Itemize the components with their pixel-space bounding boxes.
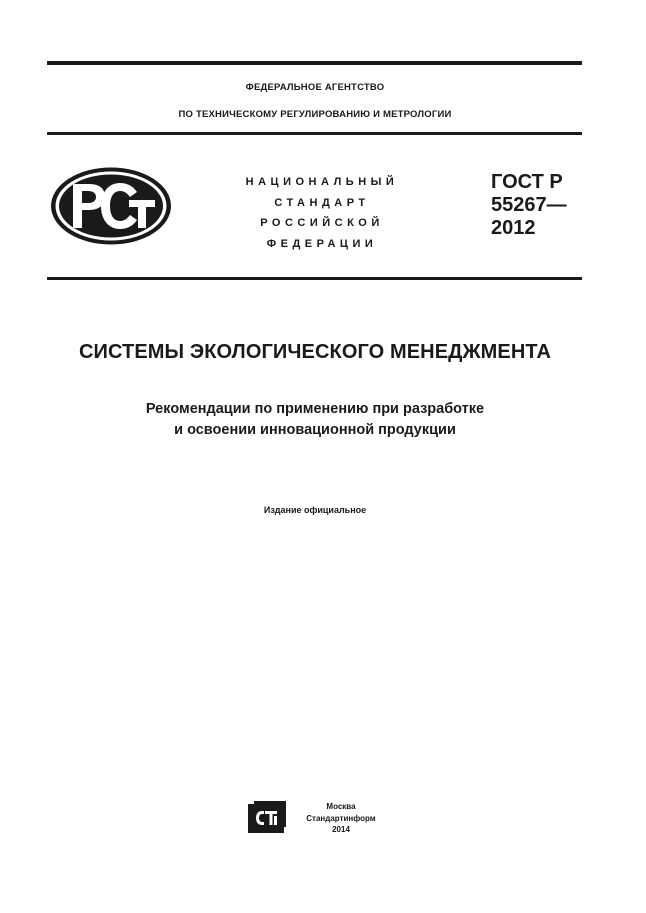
rst-logo-icon xyxy=(49,166,174,246)
document-subtitle xyxy=(0,399,630,441)
top-rule xyxy=(47,61,582,65)
publisher-name: Стандартинформ xyxy=(306,813,376,823)
agency-name-line-1: ФЕДЕРАЛЬНОЕ АГЕНТСТВО xyxy=(245,82,385,93)
standard-designation xyxy=(491,171,567,240)
standard-type-block xyxy=(222,172,422,254)
publisher-year: 2014 xyxy=(332,825,350,834)
standard-type-line-1: НАЦИОНАЛЬНЫЙ xyxy=(245,176,399,188)
designation-line-2: 55267— xyxy=(491,194,567,216)
designation-line-3: 2012 xyxy=(491,217,536,239)
publisher-city: Москва xyxy=(326,802,356,811)
edition-label: Издание официальное xyxy=(263,505,367,515)
header-divider xyxy=(47,132,582,135)
subtitle-line-1: Рекомендации по применению при разработке xyxy=(145,401,485,417)
standard-type-line-4: ФЕДЕРАЦИИ xyxy=(266,237,378,250)
publisher-block xyxy=(296,801,386,836)
subtitle-line-2: и освоении инновационной продукции xyxy=(174,422,456,438)
title-divider xyxy=(47,277,582,280)
standard-type-line-2: СТАНДАРТ xyxy=(274,196,370,209)
agency-name-line-2: ПО ТЕХНИЧЕСКОМУ РЕГУЛИРОВАНИЮ И МЕТРОЛОГИИ xyxy=(178,109,452,120)
document-title: СИСТЕМЫ ЭКОЛОГИЧЕСКОГО МЕНЕДЖМЕНТА xyxy=(78,341,552,363)
standartinform-logo-icon xyxy=(248,801,286,833)
standard-type-line-3: РОССИЙСКОЙ xyxy=(260,217,384,229)
designation-line-1: ГОСТ Р xyxy=(491,171,563,193)
